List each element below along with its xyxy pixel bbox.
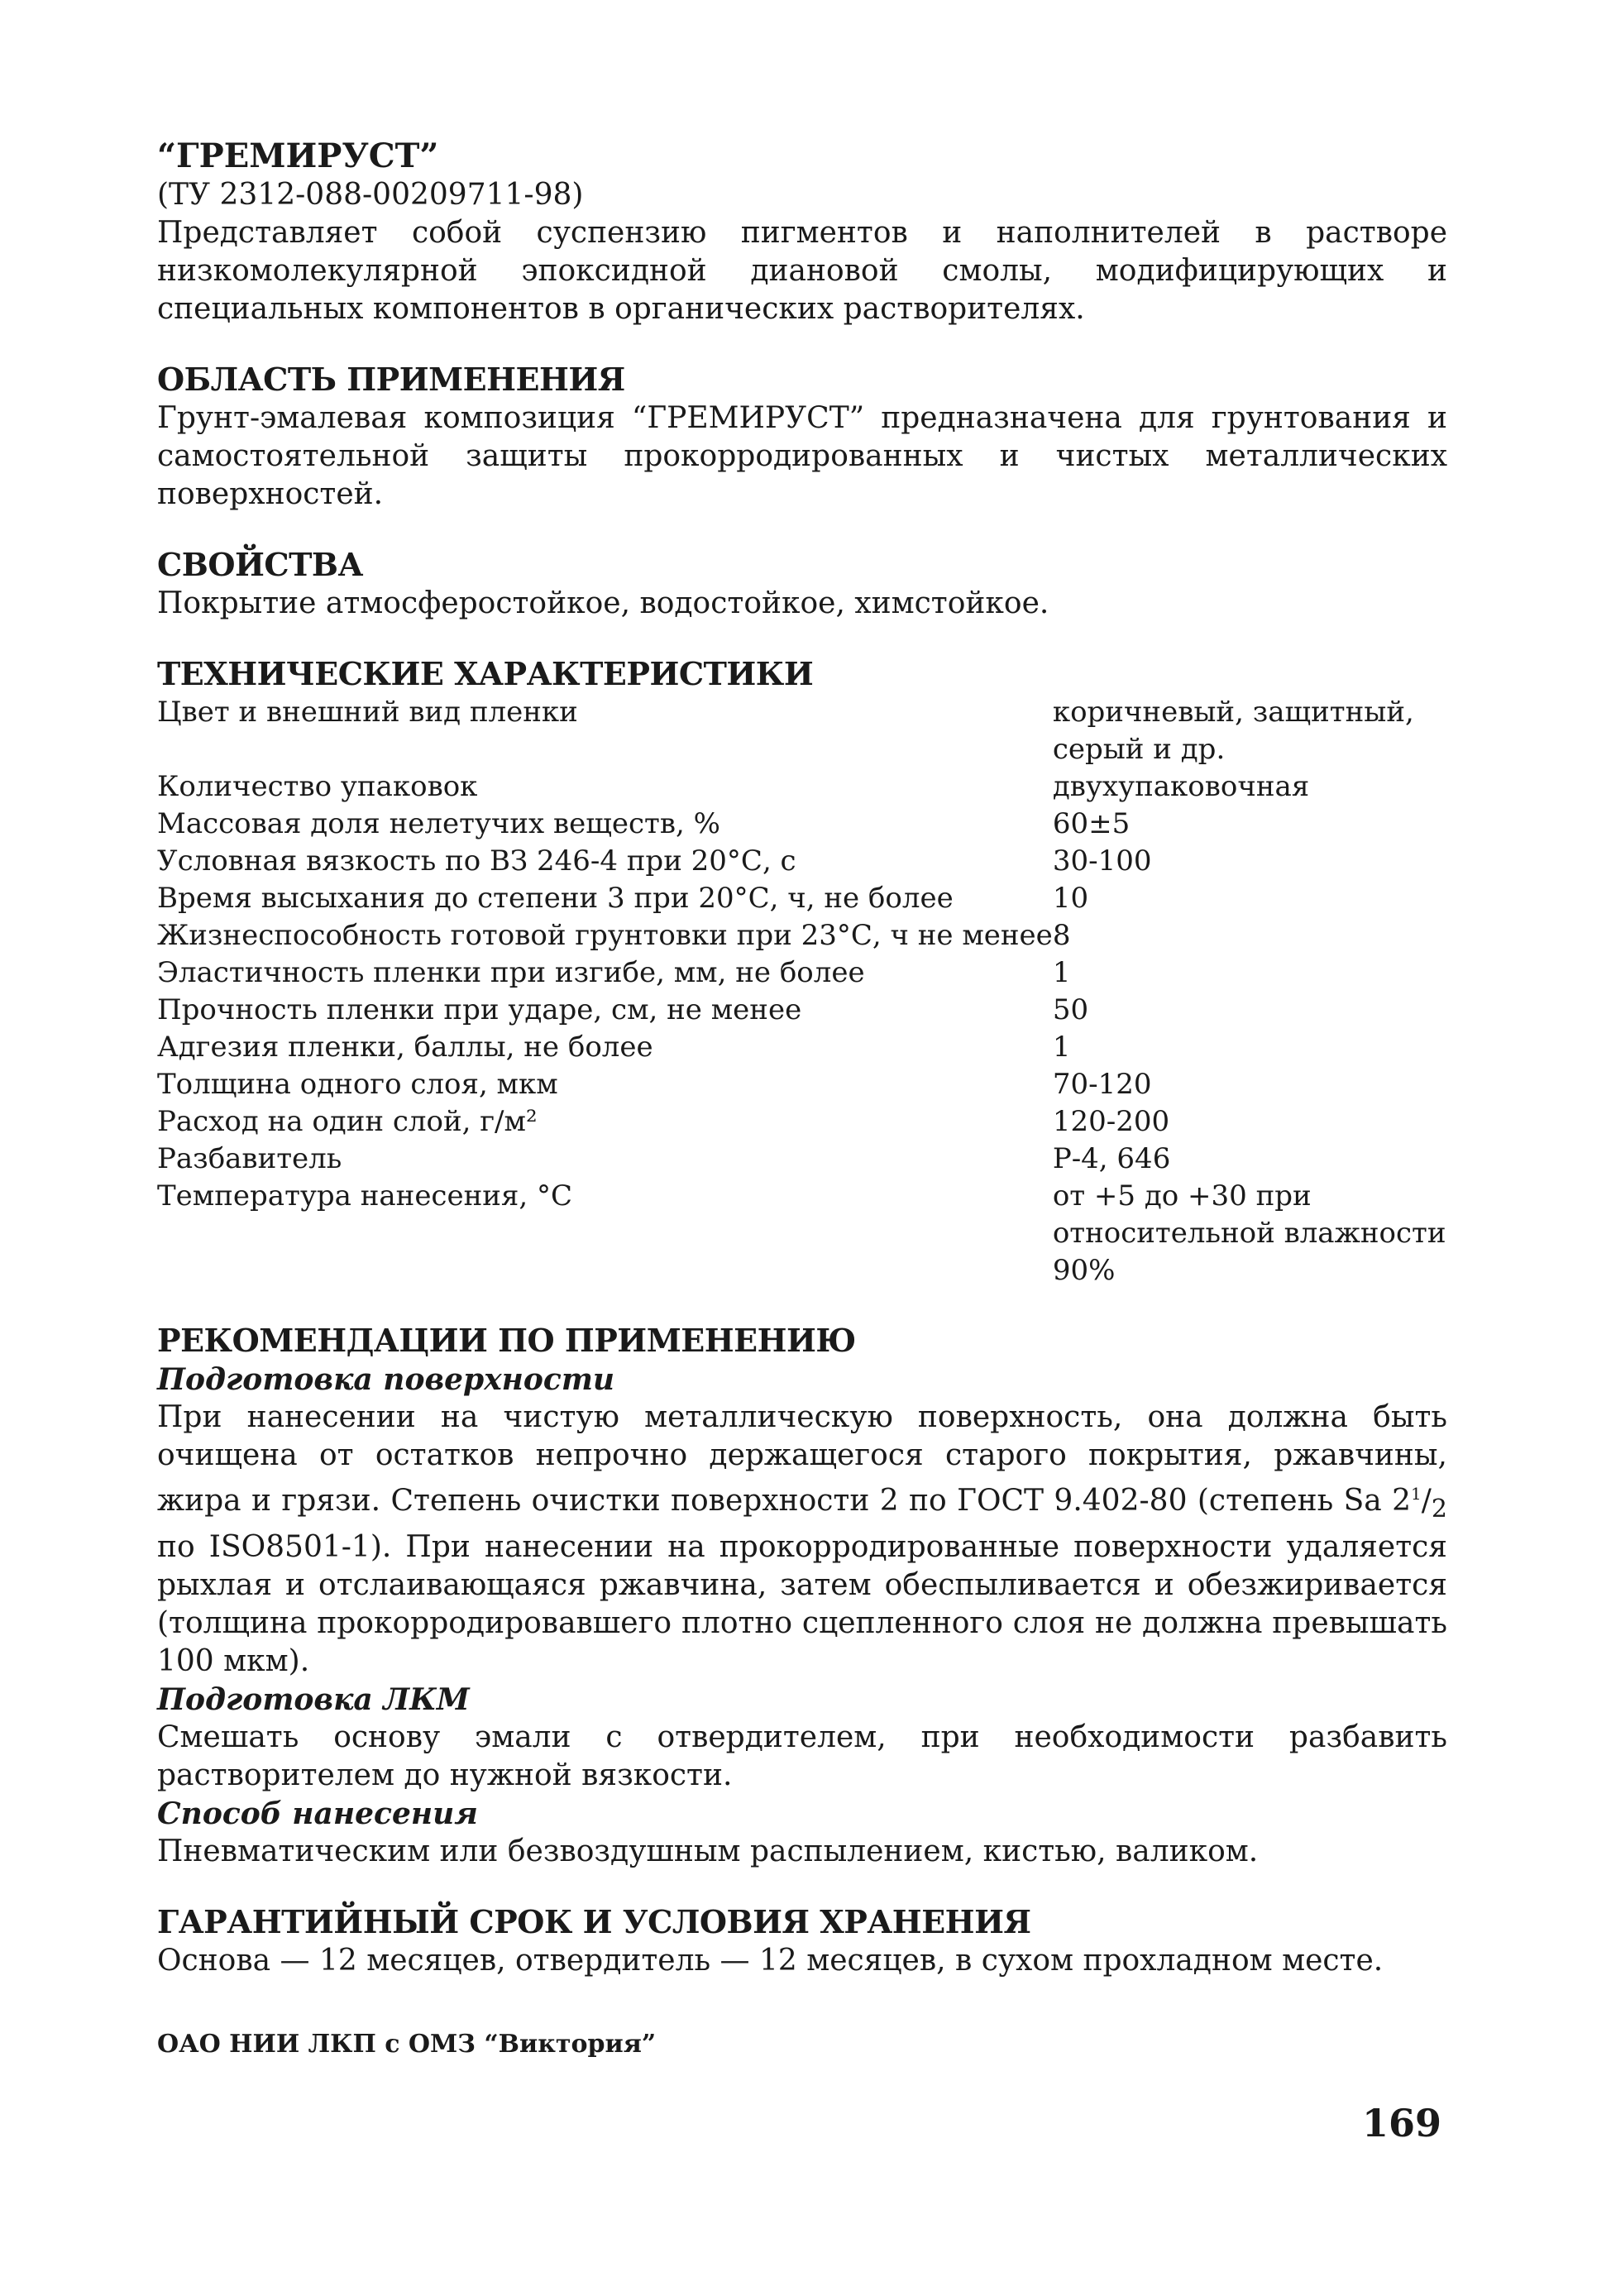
tech-row xyxy=(157,1178,1447,1289)
tech-row-value: 10 xyxy=(1052,882,1089,915)
tech-row-value: 1 xyxy=(1052,956,1071,989)
tech-row-label: Массовая доля нелетучих веществ, % xyxy=(157,807,720,840)
product-description: Представляет собой суспензию пигментов и наполнителей в растворе низкомолекулярной эпоксидной диановой смолы, модифицирующих и специальных компонентов в органических растворителях. xyxy=(157,216,1447,326)
tech-row xyxy=(157,954,1447,992)
tech-row xyxy=(157,1066,1447,1103)
lkm-prep-heading: Подготовка ЛКМ xyxy=(157,1682,470,1718)
tech-row-label: Цвет и внешний вид пленки xyxy=(157,696,578,729)
tech-row-label: Толщина одного слоя, мкм xyxy=(157,1068,558,1101)
surface-prep-heading: Подготовка поверхности xyxy=(157,1362,615,1397)
storage-text: Основа — 12 месяцев, отвердитель — 12 месяцев, в сухом прохладном месте. xyxy=(157,1944,1384,1978)
tech-row xyxy=(157,880,1447,917)
properties-text: Покрытие атмосферостойкое, водостойкое, химстойкое. xyxy=(157,586,1049,620)
tech-row xyxy=(157,806,1447,843)
tech-row xyxy=(157,1029,1447,1066)
tech-row xyxy=(157,694,1447,768)
tech-row-label: Время высыхания до степени 3 при 20°С, ч, не более xyxy=(157,882,954,915)
tech-row-value: 30-100 xyxy=(1052,844,1152,878)
tech-row-label: Прочность пленки при ударе, см, не менее xyxy=(157,993,802,1026)
tech-row-value: от +5 до +30 при относительной влажности 90% xyxy=(1052,1179,1446,1287)
tech-row xyxy=(157,992,1447,1029)
tech-row-label: Разбавитель xyxy=(157,1142,342,1175)
tech-row xyxy=(157,1103,1447,1141)
application-heading: ОБЛАСТЬ ПРИМЕНЕНИЯ xyxy=(157,361,625,398)
properties-heading: СВОЙСТВА xyxy=(157,546,363,583)
lkm-prep-text: Смешать основу эмали с отвердителем, при необходимости разбавить растворителем до нужной вязкости. xyxy=(157,1720,1447,1793)
tech-row xyxy=(157,1141,1447,1178)
recommendations-heading: РЕКОМЕНДАЦИИ ПО ПРИМЕНЕНИЮ xyxy=(157,1322,856,1359)
tech-row-value: 50 xyxy=(1052,993,1089,1026)
tech-row-label: Адгезия пленки, баллы, не более xyxy=(157,1031,653,1064)
application-method-text: Пневматическим или безвоздушным распылением, кистью, валиком. xyxy=(157,1834,1259,1869)
application-text: Грунт-эмалевая композиция “ГРЕМИРУСТ” предназначена для грунтования и самостоятельной защиты прокорродированных и чистых металлических поверхностей. xyxy=(157,401,1447,511)
tech-row-value: двухупаковочная xyxy=(1052,770,1310,803)
publisher-footer: ОАО НИИ ЛКП с ОМЗ “Виктория” xyxy=(157,2030,657,2059)
tech-row-label: Жизнеспособность готовой грунтовки при 23°С, ч не менее xyxy=(157,919,1053,952)
tech-row xyxy=(157,768,1447,806)
surface-prep-text: При нанесении на чистую металлическую поверхность, она должна быть очищена от остатков непрочно держащегося старого покрытия, ржавчины, жира и грязи. Степень очистки поверхности 2 по ГОСТ 9.402-80 (степень Sa $2^1/_2$ по ISO8501-1). При нанесении на прокорродированные поверхности удаляется рыхлая и отслаивающаяся ржавчина, затем обеспыливается и обезжиривается (толщина прокорродировавшего плотно сцепленного слоя не должна превышать 100 мкм). xyxy=(157,1400,1447,1679)
tech-row xyxy=(157,843,1447,880)
tech-row-value: Р-4, 646 xyxy=(1052,1142,1171,1175)
storage-heading: ГАРАНТИЙНЫЙ СРОК И УСЛОВИЯ ХРАНЕНИЯ xyxy=(157,1903,1031,1941)
tech-row-label: Температура нанесения, °С xyxy=(157,1179,572,1213)
tech-row-value: 1 xyxy=(1052,1031,1071,1064)
tech-row xyxy=(157,917,1447,954)
tech-row-label: Количество упаковок xyxy=(157,770,478,803)
tech-row-value: коричневый, защитный, серый и др. xyxy=(1052,696,1414,766)
tech-row-value: 8 xyxy=(1052,919,1071,952)
tech-row-label: Условная вязкость по ВЗ 246-4 при 20°С, с xyxy=(157,844,796,878)
tech-heading: ТЕХНИЧЕСКИЕ ХАРАКТЕРИСТИКИ xyxy=(157,655,814,692)
product-spec: (ТУ 2312-088-00209711-98) xyxy=(157,178,584,212)
tech-row-label: Эластичность пленки при изгибе, мм, не более xyxy=(157,956,865,989)
product-title: “ГРЕМИРУСТ” xyxy=(157,136,439,175)
tech-row-value: 120-200 xyxy=(1052,1105,1170,1138)
tech-row-value: 70-120 xyxy=(1052,1068,1152,1101)
document-page xyxy=(157,136,1447,1980)
tech-row-value: 60±5 xyxy=(1052,807,1131,840)
tech-row-label: Расход на один слой, г/м² xyxy=(157,1105,538,1138)
application-method-heading: Способ нанесения xyxy=(157,1796,478,1832)
tech-table xyxy=(157,694,1447,1289)
page-number: 169 xyxy=(1361,2101,1441,2145)
